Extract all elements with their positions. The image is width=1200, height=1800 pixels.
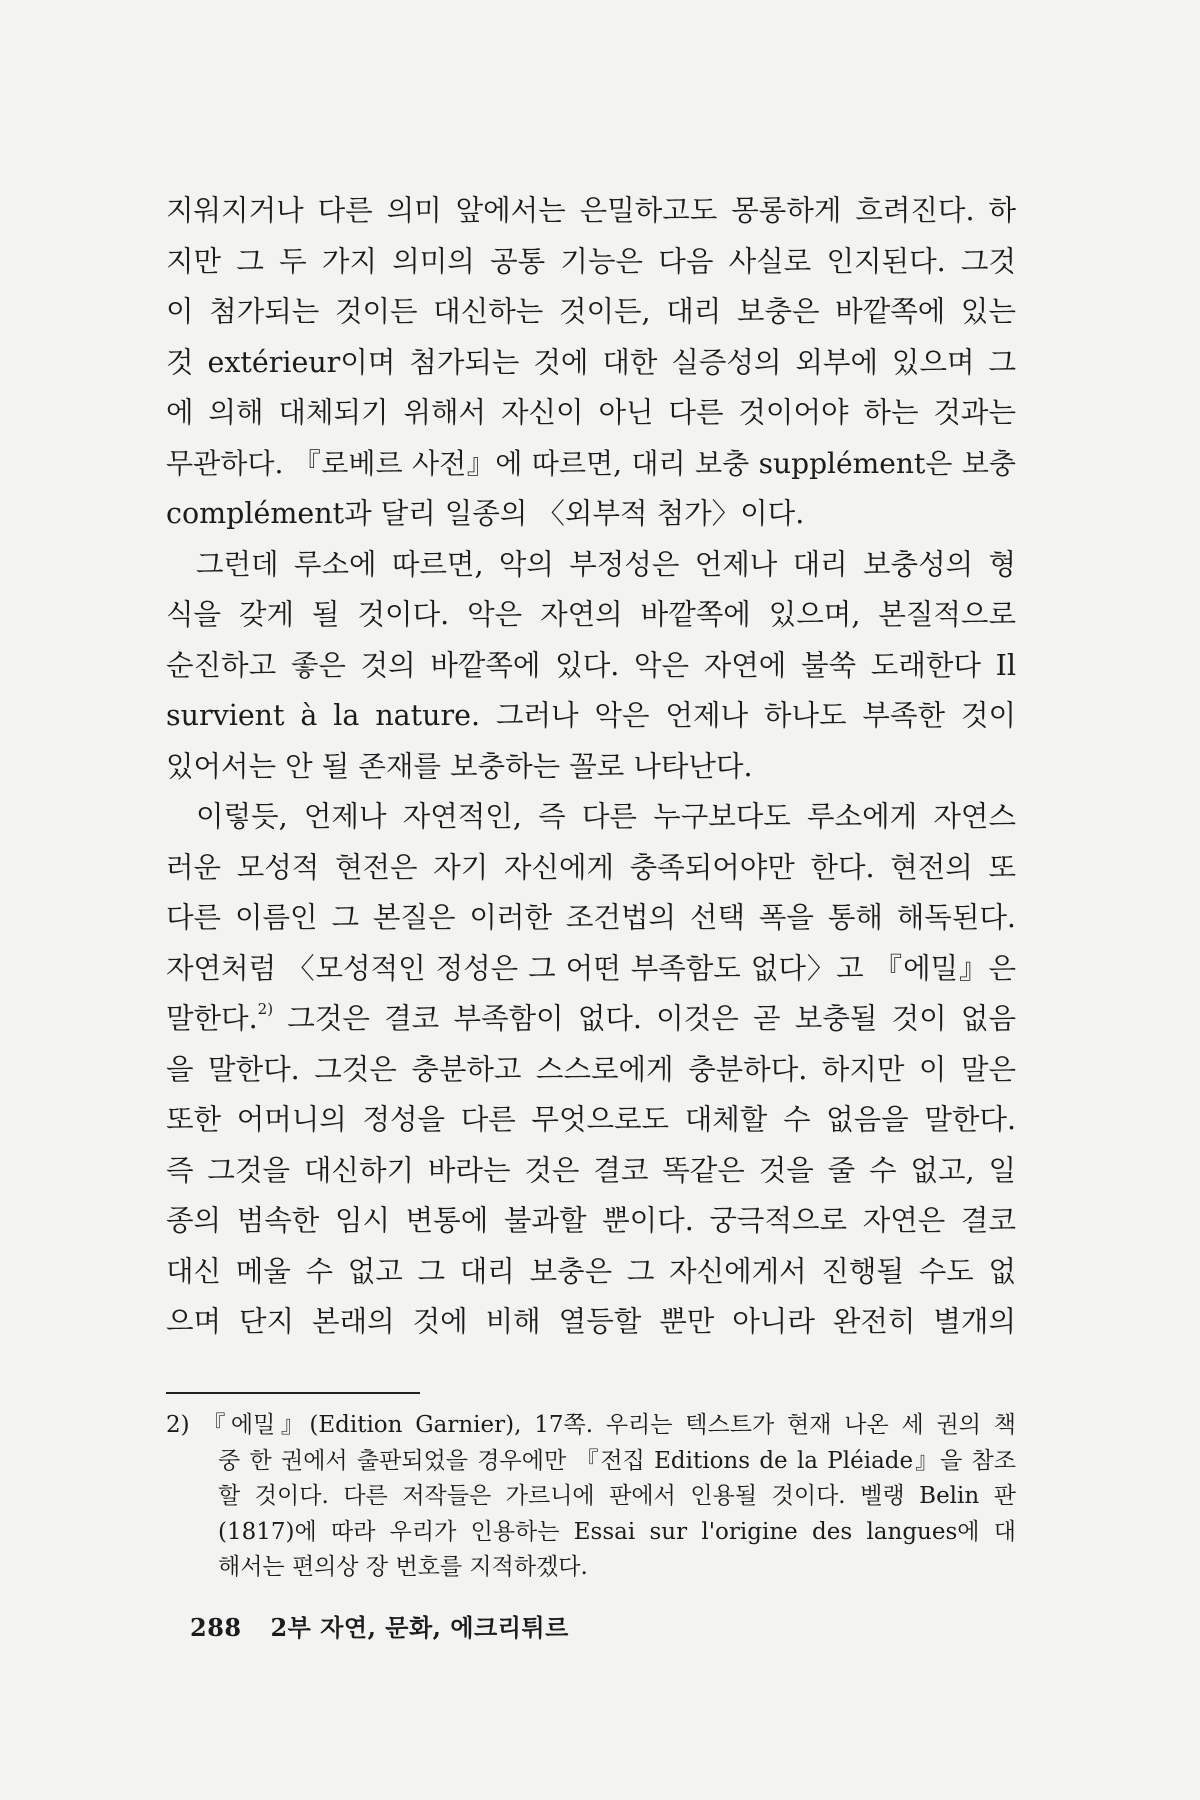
text-line: 자연처럼 〈모성적인 정성은 그 어떤 부족함도 없다〉고 『에밀』은 [166, 951, 1016, 985]
text-line: 즉 그것을 대신하기 바라는 것은 결코 똑같은 것을 줄 수 없고, 일 [166, 1153, 1016, 1187]
text-line: 있어서는 안 될 존재를 보충하는 꼴로 나타난다. [166, 749, 753, 783]
text-line: 그런데 루소에 따르면, 악의 부정성은 언제나 대리 보충성의 형 [196, 547, 1016, 581]
text-line: 으며 단지 본래의 것에 비해 열등할 뿐만 아니라 완전히 별개의 [166, 1305, 1016, 1338]
footnote-line: 2) 『에밀』(Edition Garnier), 17쪽. 우리는 텍스트가 현재 나온 세 권의 책 [166, 1412, 1016, 1438]
text-line: complément과 달리 일종의 〈외부적 첨가〉이다. [166, 497, 805, 530]
text-line: 식을 갖게 될 것이다. 악은 자연의 바깥쪽에 있으며, 본질적으로 [166, 598, 1016, 631]
text-segment: 그것은 결코 부족함이 없다. 이것은 곧 보충될 것이 없음 [273, 1002, 1016, 1035]
paragraph-2 [166, 540, 1016, 793]
footnote-ref[interactable]: 2) [257, 1000, 274, 1018]
footnote-line: 중 한 권에서 출판되었을 경우에만 『전집 Editions de la Pléiade』을 참조 [218, 1447, 1016, 1474]
text-line: 순진하고 좋은 것의 바깥쪽에 있다. 악은 자연에 불쑥 도래한다 Il [166, 648, 1016, 682]
text-line: 이렇듯, 언제나 자연적인, 즉 다른 누구보다도 루소에게 자연스 [196, 800, 1016, 833]
footnote [166, 1408, 1016, 1586]
text-line: 이 첨가되는 것이든 대신하는 것이든, 대리 보충은 바깥쪽에 있는 [166, 295, 1016, 328]
text-line: 무관하다. 『로베르 사전』에 따르면, 대리 보충 supplément은 보충 [166, 446, 1016, 480]
footnote-divider [166, 1392, 420, 1394]
paragraph-1 [166, 186, 1016, 540]
text-line: survient à la nature. 그러나 악은 언제나 하나도 부족한 것이 [166, 699, 1016, 732]
footnote-line: 할 것이다. 다른 저작들은 가르니에 판에서 인용될 것이다. 벨랭 Belin 판 [218, 1483, 1016, 1509]
text-line: 을 말한다. 그것은 충분하고 스스로에게 충분하다. 하지만 이 말은 [166, 1052, 1016, 1086]
text-line-with-footnote [166, 994, 1016, 1045]
text-line: 대신 메울 수 없고 그 대리 보충은 그 자신에게서 진행될 수도 없 [166, 1254, 1016, 1288]
text-line: 다른 이름인 그 본질은 이러한 조건법의 선택 폭을 통해 해독된다. [166, 901, 1016, 934]
page-number: 288 [190, 1613, 242, 1642]
text-line: 또한 어머니의 정성을 다른 무엇으로도 대체할 수 없음을 말한다. [166, 1103, 1016, 1136]
text-line: 러운 모성적 현전은 자기 자신에게 충족되어야만 한다. 현전의 또 [166, 850, 1016, 884]
text-line: 것 extérieur이며 첨가되는 것에 대한 실증성의 외부에 있으며 그 [166, 345, 1016, 379]
running-title: 2부 자연, 문화, 에크리튀르 [270, 1613, 569, 1642]
text-line: 에 의해 대체되기 위해서 자신이 아닌 다른 것이어야 하는 것과는 [166, 396, 1016, 429]
text-line: 지만 그 두 가지 의미의 공통 기능은 다음 사실로 인지된다. 그것 [166, 244, 1016, 278]
paragraph-3 [166, 792, 1016, 1348]
text-line: 종의 범속한 임시 변통에 불과할 뿐이다. 궁극적으로 자연은 결코 [166, 1204, 1016, 1237]
footnote-line: (1817)에 따라 우리가 인용하는 Essai sur l'origine des langues에 대 [218, 1518, 1016, 1545]
body-text [166, 186, 1016, 1348]
text-segment: 말한다. [166, 1002, 258, 1035]
footnote-line: 해서는 편의상 장 번호를 지적하겠다. [218, 1554, 588, 1580]
text-line: 지워지거나 다른 의미 앞에서는 은밀하고도 몽롱하게 흐려진다. 하 [166, 194, 1016, 227]
page-footer [190, 1608, 569, 1643]
